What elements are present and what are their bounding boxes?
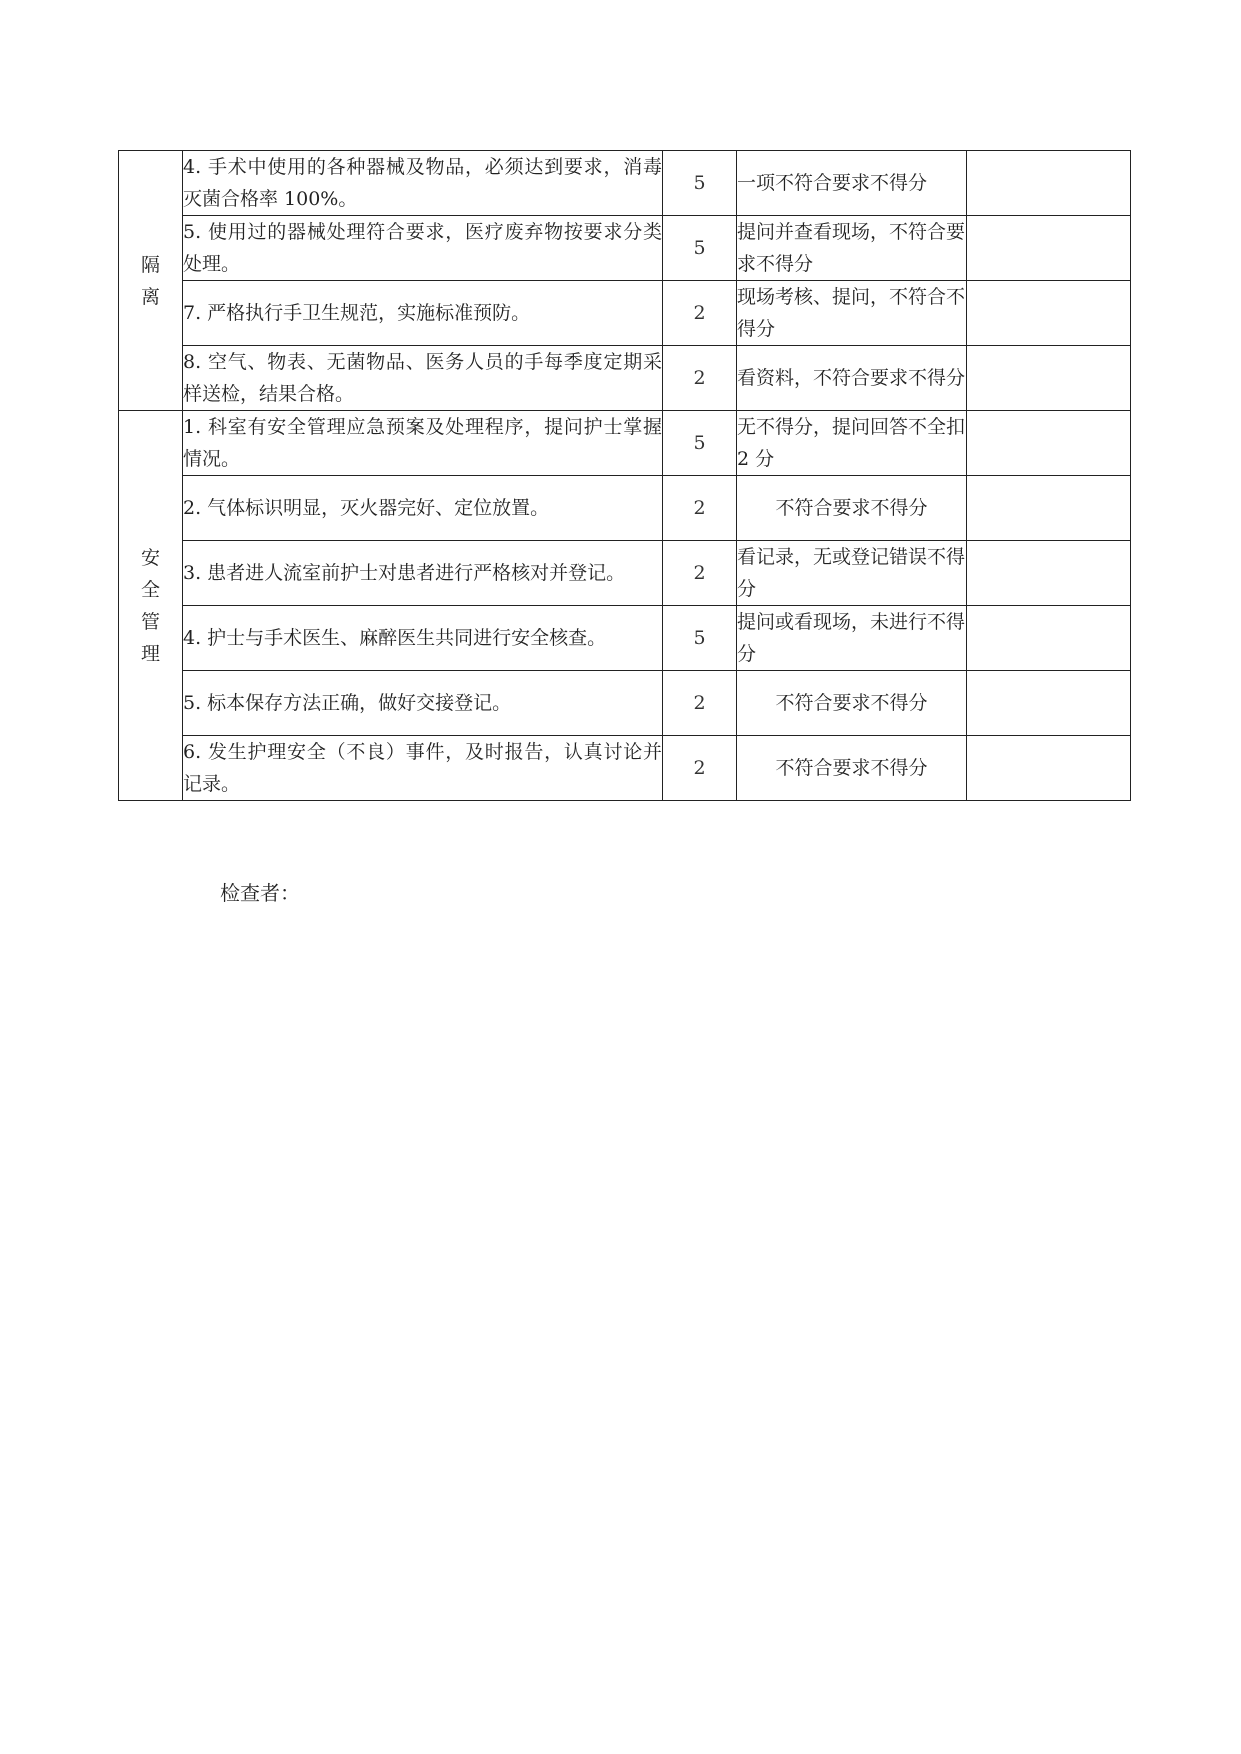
score-cell: 5 bbox=[663, 151, 737, 216]
table-row bbox=[119, 216, 1131, 281]
score-cell: 5 bbox=[663, 216, 737, 281]
table-row bbox=[119, 606, 1131, 671]
result-cell bbox=[967, 281, 1131, 346]
item-cell: 6. 发生护理安全（不良）事件，及时报告，认真讨论并记录。 bbox=[183, 736, 663, 801]
rule-cell: 不符合要求不得分 bbox=[737, 476, 967, 541]
result-cell bbox=[967, 606, 1131, 671]
category-label: 安全管理 bbox=[140, 546, 160, 665]
result-cell bbox=[967, 346, 1131, 411]
item-cell: 4. 手术中使用的各种器械及物品，必须达到要求，消毒灭菌合格率 100%。 bbox=[183, 151, 663, 216]
rule-cell: 提问或看现场，未进行不得分 bbox=[737, 606, 967, 671]
table-row bbox=[119, 541, 1131, 606]
inspector-label: 检查者： bbox=[220, 881, 300, 905]
category-cell bbox=[119, 151, 183, 411]
item-cell: 3. 患者进人流室前护士对患者进行严格核对并登记。 bbox=[183, 541, 663, 606]
item-cell: 5. 标本保存方法正确，做好交接登记。 bbox=[183, 671, 663, 736]
table-row bbox=[119, 736, 1131, 801]
table-row bbox=[119, 411, 1131, 476]
table-row bbox=[119, 346, 1131, 411]
rule-cell: 看记录，无或登记错误不得分 bbox=[737, 541, 967, 606]
rule-cell: 提问并查看现场，不符合要求不得分 bbox=[737, 216, 967, 281]
item-cell: 2. 气体标识明显，灭火器完好、定位放置。 bbox=[183, 476, 663, 541]
rule-cell: 现场考核、提问，不符合不得分 bbox=[737, 281, 967, 346]
result-cell bbox=[967, 151, 1131, 216]
item-cell: 7. 严格执行手卫生规范，实施标准预防。 bbox=[183, 281, 663, 346]
table-row bbox=[119, 151, 1131, 216]
category-label: 隔离 bbox=[140, 253, 160, 308]
score-cell: 2 bbox=[663, 541, 737, 606]
rule-cell: 无不得分，提问回答不全扣 2 分 bbox=[737, 411, 967, 476]
rule-cell: 看资料，不符合要求不得分 bbox=[737, 346, 967, 411]
item-cell: 4. 护士与手术医生、麻醉医生共同进行安全核查。 bbox=[183, 606, 663, 671]
result-cell bbox=[967, 671, 1131, 736]
result-cell bbox=[967, 541, 1131, 606]
table-row bbox=[119, 671, 1131, 736]
score-cell: 2 bbox=[663, 476, 737, 541]
score-cell: 2 bbox=[663, 346, 737, 411]
score-cell: 2 bbox=[663, 281, 737, 346]
result-cell bbox=[967, 476, 1131, 541]
item-cell: 5. 使用过的器械处理符合要求，医疗废弃物按要求分类处理。 bbox=[183, 216, 663, 281]
rule-cell: 一项不符合要求不得分 bbox=[737, 151, 967, 216]
table-row bbox=[119, 281, 1131, 346]
result-cell bbox=[967, 216, 1131, 281]
score-cell: 5 bbox=[663, 411, 737, 476]
item-cell: 8. 空气、物表、无菌物品、医务人员的手每季度定期采样送检，结果合格。 bbox=[183, 346, 663, 411]
score-cell: 2 bbox=[663, 671, 737, 736]
evaluation-table bbox=[118, 150, 1131, 801]
table-row bbox=[119, 476, 1131, 541]
result-cell bbox=[967, 411, 1131, 476]
score-cell: 5 bbox=[663, 606, 737, 671]
category-cell bbox=[119, 411, 183, 801]
score-cell: 2 bbox=[663, 736, 737, 801]
rule-cell: 不符合要求不得分 bbox=[737, 671, 967, 736]
rule-cell: 不符合要求不得分 bbox=[737, 736, 967, 801]
result-cell bbox=[967, 736, 1131, 801]
item-cell: 1. 科室有安全管理应急预案及处理程序，提问护士掌握情况。 bbox=[183, 411, 663, 476]
